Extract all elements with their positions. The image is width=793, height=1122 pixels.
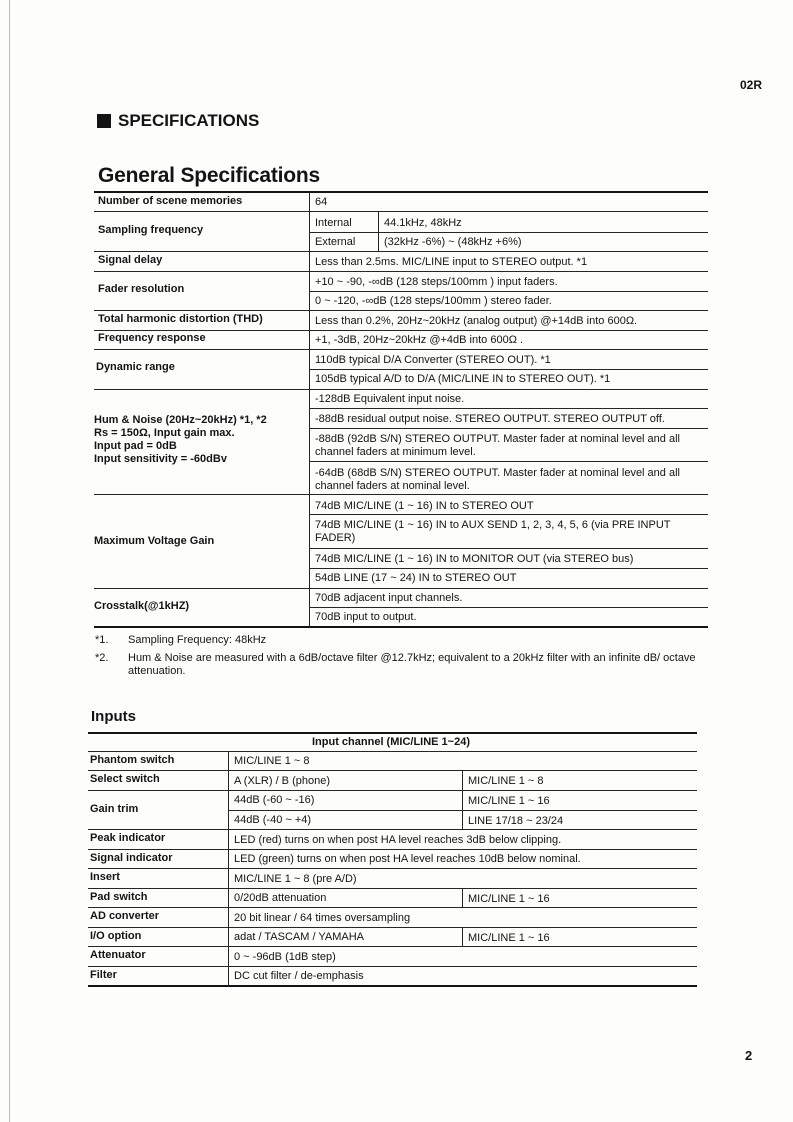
row-rule (309, 291, 708, 292)
dynamic-range-label: Dynamic range (96, 361, 175, 373)
thd-label: Total harmonic distortion (THD) (98, 313, 263, 325)
sampling-frequency-label: Sampling frequency (98, 224, 204, 236)
column-divider (228, 752, 229, 986)
gain-trim-value: 44dB (-60 ~ -16) (234, 794, 315, 806)
inputs-heading: Inputs (91, 708, 136, 725)
row-rule (309, 548, 708, 549)
fader-resolution-value: 0 ~ -120, -∞dB (128 steps/100mm ) stereo fader. (315, 295, 552, 307)
sampling-external-value: (32kHz -6%) ~ (48kHz +6%) (384, 236, 522, 248)
thd-value: Less than 0.2%, 20Hz~20kHz (analog output) @+14dB into 600Ω. (315, 315, 638, 327)
row-rule (309, 607, 708, 608)
table-top-rule (94, 191, 708, 193)
gain-trim-value: 44dB (-40 ~ +4) (234, 814, 312, 826)
table-top-rule (88, 732, 697, 734)
dynamic-range-value: 110dB typical D/A Converter (STEREO OUT). *1 (315, 354, 551, 366)
gain-trim-range: MIC/LINE 1 ~ 16 (468, 795, 550, 807)
peak-indicator-label: Peak indicator (90, 832, 166, 844)
row-rule (309, 568, 708, 569)
row-rule (309, 514, 708, 515)
model-name: 02R (740, 78, 763, 92)
row-rule (309, 232, 708, 233)
insert-value: MIC/LINE 1 ~ 8 (pre A/D) (234, 873, 357, 885)
section-title-text: SPECIFICATIONS (118, 111, 260, 130)
gain-trim-label: Gain trim (90, 803, 139, 815)
crosstalk-value: 70dB input to output. (315, 611, 417, 623)
filter-label: Filter (90, 969, 117, 981)
hum-noise-label-line: Input sensitivity = -60dBv (94, 453, 227, 465)
row-rule (88, 790, 697, 791)
column-divider (462, 771, 463, 829)
column-divider (378, 212, 379, 252)
filter-value: DC cut filter / de-emphasis (234, 970, 364, 982)
row-rule (309, 461, 708, 462)
hum-noise-value: -64dB (68dB S/N) STEREO OUTPUT. Master fader at nominal level and all channel faders at nominal level. (315, 467, 680, 492)
ad-converter-value: 20 bit linear / 64 times oversampling (234, 912, 411, 924)
row-rule (88, 907, 697, 908)
row-rule (88, 751, 697, 752)
max-voltage-gain-value: 54dB LINE (17 ~ 24) IN to STEREO OUT (315, 572, 517, 584)
pad-switch-range: MIC/LINE 1 ~ 16 (468, 893, 550, 905)
fader-resolution-value: +10 ~ -90, -∞dB (128 steps/100mm ) input faders. (315, 276, 558, 288)
phantom-switch-value: MIC/LINE 1 ~ 8 (234, 755, 310, 767)
row-rule (94, 211, 708, 212)
row-rule (88, 849, 697, 850)
row-rule (94, 271, 708, 272)
scan-edge-line (9, 0, 10, 1122)
row-rule (94, 389, 708, 390)
pad-switch-value: 0/20dB attenuation (234, 892, 327, 904)
scene-memories-value: 64 (315, 196, 328, 208)
max-voltage-gain-value: 74dB MIC/LINE (1 ~ 16) IN to MONITOR OUT (via STEREO bus) (315, 553, 634, 565)
signal-indicator-label: Signal indicator (90, 852, 173, 864)
page-number: 2 (745, 1048, 753, 1063)
square-bullet-icon (97, 114, 111, 128)
footnote-mark: *2. (95, 652, 109, 664)
row-rule (88, 927, 697, 928)
frequency-response-label: Frequency response (98, 332, 206, 344)
table-bottom-rule (88, 985, 697, 987)
dynamic-range-value: 105dB typical A/D to D/A (MIC/LINE IN to STEREO OUT). *1 (315, 373, 611, 385)
attenuator-value: 0 ~ -96dB (1dB step) (234, 951, 336, 963)
signal-delay-label: Signal delay (98, 254, 163, 266)
sampling-internal-value: 44.1kHz, 48kHz (384, 217, 462, 229)
row-rule (94, 330, 708, 331)
hum-noise-label-line: Rs = 150Ω, Input gain max. (94, 427, 235, 439)
column-divider (309, 192, 310, 627)
max-voltage-gain-value: 74dB MIC/LINE (1 ~ 16) IN to AUX SEND 1, 2, 3, 4, 5, 6 (via PRE INPUT FADER) (315, 519, 671, 544)
general-specs-heading: General Specifications (98, 164, 321, 187)
hum-noise-value: -88dB (92dB S/N) STEREO OUTPUT. Master fader at nominal level and all channel faders at minimum level. (315, 433, 680, 458)
max-voltage-gain-label: Maximum Voltage Gain (94, 535, 215, 547)
io-option-value: adat / TASCAM / YAMAHA (234, 931, 365, 943)
sampling-external-label: External (315, 236, 356, 248)
gain-trim-range: LINE 17/18 ~ 23/24 (468, 815, 564, 827)
pad-switch-label: Pad switch (90, 891, 148, 903)
peak-indicator-value: LED (red) turns on when post HA level reaches 3dB below clipping. (234, 834, 562, 846)
column-divider (462, 928, 463, 946)
max-voltage-gain-value: 74dB MIC/LINE (1 ~ 16) IN to STEREO OUT (315, 500, 534, 512)
hum-noise-label-line: Input pad = 0dB (94, 440, 177, 452)
attenuator-label: Attenuator (90, 949, 146, 961)
row-rule (94, 251, 708, 252)
row-rule (88, 770, 697, 771)
row-rule (94, 494, 708, 495)
row-rule (88, 946, 697, 947)
footnote-text: Hum & Noise are measured with a 6dB/octave filter @12.7kHz; equivalent to a 20kHz filter with an infinite dB/ octave attenuation. (128, 652, 696, 677)
fader-resolution-label: Fader resolution (98, 283, 185, 295)
ad-converter-label: AD converter (90, 910, 160, 922)
select-switch-range: MIC/LINE 1 ~ 8 (468, 775, 544, 787)
column-divider (462, 889, 463, 907)
row-rule (88, 888, 697, 889)
row-rule (88, 829, 697, 830)
footnote-text: Sampling Frequency: 48kHz (128, 634, 267, 646)
input-channel-header: Input channel (MIC/LINE 1~24) (312, 736, 470, 748)
hum-noise-label (94, 414, 267, 466)
hum-noise-value: -88dB residual output noise. STEREO OUTPUT. STEREO OUTPUT off. (315, 413, 665, 425)
signal-indicator-value: LED (green) turns on when post HA level reaches 10dB below nominal. (234, 853, 581, 865)
row-rule (309, 408, 708, 409)
crosstalk-value: 70dB adjacent input channels. (315, 592, 463, 604)
row-rule (88, 868, 697, 869)
hum-noise-label-line: Hum & Noise (20Hz~20kHz) *1, *2 (94, 414, 267, 426)
row-rule (94, 349, 708, 350)
row-rule (309, 369, 708, 370)
hum-noise-value: -128dB Equivalent input noise. (315, 393, 465, 405)
sampling-internal-label: Internal (315, 217, 352, 229)
io-option-label: I/O option (90, 930, 142, 942)
table-bottom-rule (94, 626, 708, 628)
crosstalk-label: Crosstalk(@1kHZ) (94, 600, 190, 612)
row-rule (309, 428, 708, 429)
signal-delay-value: Less than 2.5ms. MIC/LINE input to STEREO output. *1 (315, 256, 588, 268)
footnote-mark: *1. (95, 634, 109, 646)
insert-label: Insert (90, 871, 120, 883)
row-rule (94, 310, 708, 311)
frequency-response-value: +1, -3dB, 20Hz~20kHz @+4dB into 600Ω . (315, 334, 524, 346)
section-title (97, 111, 259, 131)
row-rule (88, 966, 697, 967)
select-switch-value: A (XLR) / B (phone) (234, 775, 330, 787)
row-rule (94, 588, 708, 589)
io-option-range: MIC/LINE 1 ~ 16 (468, 932, 550, 944)
phantom-switch-label: Phantom switch (90, 754, 175, 766)
select-switch-label: Select switch (90, 773, 160, 785)
scene-memories-label: Number of scene memories (98, 195, 243, 207)
